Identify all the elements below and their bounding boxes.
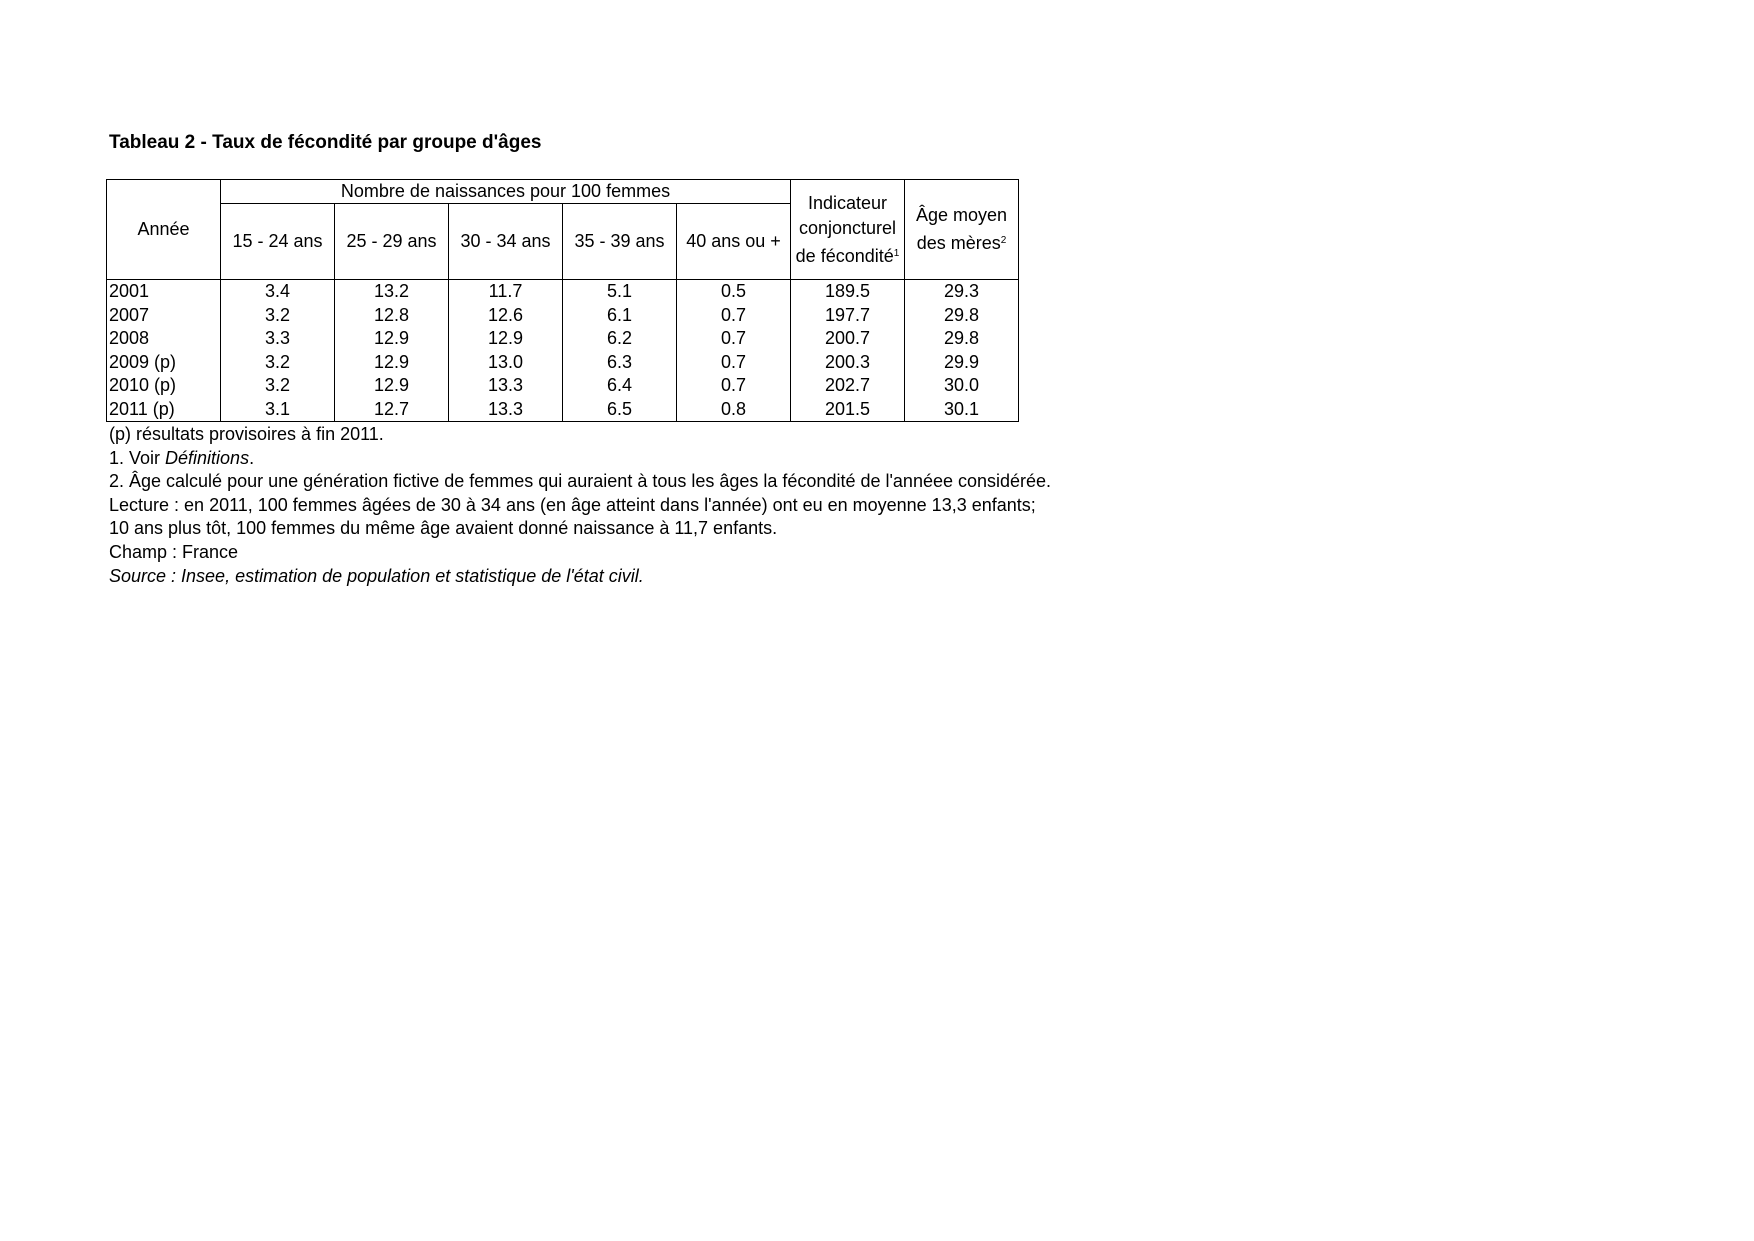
cell-value: 0.8 bbox=[677, 398, 791, 422]
cell-year: 2011 (p) bbox=[107, 398, 221, 422]
cell-value: 3.1 bbox=[221, 398, 335, 422]
table-row bbox=[107, 304, 1019, 328]
cell-value: 0.7 bbox=[677, 351, 791, 375]
cell-value: 29.9 bbox=[905, 351, 1019, 375]
cell-value: 6.1 bbox=[563, 304, 677, 328]
cell-value: 3.3 bbox=[221, 327, 335, 351]
cell-year: 2007 bbox=[107, 304, 221, 328]
cell-value: 12.9 bbox=[335, 351, 449, 375]
cell-value: 12.6 bbox=[449, 304, 563, 328]
cell-value: 12.9 bbox=[335, 374, 449, 398]
cell-value: 30.0 bbox=[905, 374, 1019, 398]
cell-value: 13.3 bbox=[449, 374, 563, 398]
cell-value: 6.5 bbox=[563, 398, 677, 422]
reading-note-line2: 10 ans plus tôt, 100 femmes du même âge avaient donné naissance à 11,7 enfants. bbox=[109, 518, 778, 539]
cell-value: 0.7 bbox=[677, 374, 791, 398]
table-row bbox=[107, 374, 1019, 398]
table-row bbox=[107, 398, 1019, 422]
header-age-30-34: 30 - 34 ans bbox=[449, 204, 563, 280]
note-2: 2. Âge calculé pour une génération fictive de femmes qui auraient à tous les âges la fécondité de l'annéee considérée. bbox=[109, 471, 1052, 492]
cell-year: 2008 bbox=[107, 327, 221, 351]
cell-value: 29.8 bbox=[905, 327, 1019, 351]
cell-year: 2009 (p) bbox=[107, 351, 221, 375]
cell-value: 29.3 bbox=[905, 280, 1019, 304]
cell-value: 13.0 bbox=[449, 351, 563, 375]
scope-note: Champ : France bbox=[109, 541, 239, 562]
cell-value: 12.9 bbox=[335, 327, 449, 351]
cell-value: 3.2 bbox=[221, 374, 335, 398]
header-age-35-39: 35 - 39 ans bbox=[563, 204, 677, 280]
header-age-15-24: 15 - 24 ans bbox=[221, 204, 335, 280]
note-provisional: (p) résultats provisoires à fin 2011. bbox=[109, 424, 384, 444]
cell-value: 0.7 bbox=[677, 327, 791, 351]
cell-value: 6.2 bbox=[563, 327, 677, 351]
cell-value: 6.3 bbox=[563, 351, 677, 375]
cell-value: 11.7 bbox=[449, 280, 563, 304]
cell-value: 200.7 bbox=[791, 327, 905, 351]
table-title: Tableau 2 - Taux de fécondité par groupe d'âges bbox=[109, 132, 542, 153]
header-mean-age: Âge moyen des mères$^2$ bbox=[905, 180, 1019, 280]
cell-value: 200.3 bbox=[791, 351, 905, 375]
cell-value: 202.7 bbox=[791, 374, 905, 398]
cell-value: 5.1 bbox=[563, 280, 677, 304]
fertility-table bbox=[106, 179, 1019, 422]
cell-value: 12.8 bbox=[335, 304, 449, 328]
cell-value: 0.7 bbox=[677, 304, 791, 328]
cell-value: 30.1 bbox=[905, 398, 1019, 422]
table-row bbox=[107, 280, 1019, 304]
cell-value: 13.3 bbox=[449, 398, 563, 422]
header-births-group: Nombre de naissances pour 100 femmes bbox=[221, 180, 791, 204]
cell-value: 12.7 bbox=[335, 398, 449, 422]
cell-value: 3.2 bbox=[221, 351, 335, 375]
cell-value: 3.4 bbox=[221, 280, 335, 304]
cell-value: 0.5 bbox=[677, 280, 791, 304]
note-1: 1. Voir Définitions. bbox=[109, 447, 255, 468]
cell-year: 2001 bbox=[107, 280, 221, 304]
header-icf: Indicateur conjoncturel de fécondité$^1$ bbox=[791, 180, 905, 280]
header-age-40-plus: 40 ans ou + bbox=[677, 204, 791, 280]
cell-year: 2010 (p) bbox=[107, 374, 221, 398]
definitions-link-text: Définitions bbox=[165, 447, 250, 468]
table-notes bbox=[109, 423, 1051, 588]
header-year: Année bbox=[107, 180, 221, 280]
source-note: Source : Insee, estimation de population et statistique de l'état civil. bbox=[109, 565, 644, 586]
cell-value: 29.8 bbox=[905, 304, 1019, 328]
cell-value: 3.2 bbox=[221, 304, 335, 328]
table-row bbox=[107, 327, 1019, 351]
cell-value: 189.5 bbox=[791, 280, 905, 304]
cell-value: 12.9 bbox=[449, 327, 563, 351]
cell-value: 197.7 bbox=[791, 304, 905, 328]
reading-note-line1: Lecture : en 2011, 100 femmes âgées de 30 à 34 ans (en âge atteint dans l'année) ont eu en moyenne 13,3 enfants; bbox=[109, 494, 1036, 515]
cell-value: 13.2 bbox=[335, 280, 449, 304]
cell-value: 6.4 bbox=[563, 374, 677, 398]
table-row bbox=[107, 351, 1019, 375]
header-age-25-29: 25 - 29 ans bbox=[335, 204, 449, 280]
cell-value: 201.5 bbox=[791, 398, 905, 422]
